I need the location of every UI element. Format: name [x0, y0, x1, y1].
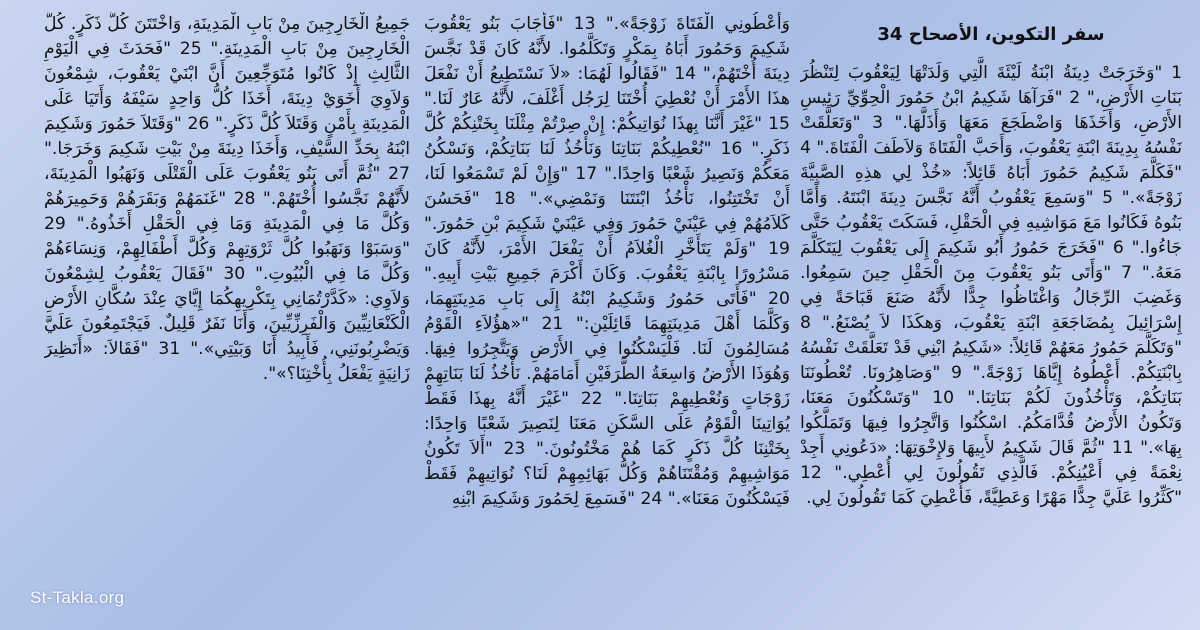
verses-12-24: وَأَعْطُونِي الْفَتَاةَ زَوْجَةً»." 13 "فَأَجَابَ بَنُو يَعْقُوبَ شَكِيمَ وَحَمُورَ أَبَاهُ بِمَكْرٍ وَتَكَلَّمُوا. لأَنَّهُ كَانَ قَدْ نَجَّسَ دِينَةَ أُخْتَهُمْ،" 14 "فَقَالُوا لَهُمَا: «لاَ نَسْتَطِيعُ أَنْ نَفْعَلَ هذَا الأَمْرَ أَنْ نُعْطِيَ أُخْتَنَا لِرَجُل أَغْلَفَ، لأَنَّهُ عَارٌ لَنَا." 15 "غَيْرَ أَنَّنَا بِهذَا نُوَاتِيكُمْ: إِنْ صِرْتُمْ مِثْلَنَا بِخَتْنِكُمْ كُلَّ ذَكَرٍ." 16 "نُعْطِيكُمْ بَنَاتِنَا وَنَأْخُذُ لَنَا بَنَاتِكُمْ، وَنَسْكُنُ مَعَكُمْ وَنَصِيرُ شَعْبًا وَاحِدًا." 17 "وَإِنْ لَمْ تَسْمَعُوا لَنَا، أَنْ تَخْتَتِنُوا، نَأْخُذُ ابْنَتَنَا وَنَمْضِي»." 18 "فَحَسُنَ كَلاَمُهُمْ فِي عَيْنَيْ حَمُورَ وَفِي عَيْنَيْ شَكِيمَ بْنِ حَمُورَ." 19 "وَلَمْ يَتَأَخَّرِ الْغُلاَمُ أَنْ يَفْعَلَ الأَمْرَ، لأَنَّهُ كَانَ مَسْرُورًا بِابْنَةِ يَعْقُوبَ. وَكَانَ أَكْرَمَ جَمِيعِ بَيْتِ أَبِيهِ." 20 "فَأَتَى حَمُورُ وَشَكِيمُ ابْنُهُ إِلَى بَابِ مَدِينَتِهِمَا، وَكَلَّمَا أَهْلَ مَدِينَتِهِمَا قَائِلَيْنِ:" 21 "«هؤُلاَءِ الْقَوْمُ مُسَالِمُونَ لَنَا. فَلْيَسْكُنُوا فِي الأَرْضِ وَيَتَّجِرُوا فِيهَا. وَهُوَذَا الأَرْضُ وَاسِعَةُ الطَّرَفَيْنِ أَمَامَهُمْ. نَأْخُذُ لَنَا بَنَاتِهِمْ زَوْجَاتٍ وَنُعْطِيهِمْ بَنَاتِنَا." 22 "غَيْرَ أَنَّهُ بِهذَا فَقَطْ يُوَاتِينَا الْقَوْمُ عَلَى السَّكَنِ مَعَنَا لِنَصِيرَ شَعْبًا وَاحِدًا: بِخَتْنِنَا كُلَّ ذَكَرٍ كَمَا هُمْ مَخْتُونُونَ." 23 "أَلاَ تَكُونُ مَوَاشِيهِمْ وَمُقْتَنَاهُمْ وَكُلُّ بَهَائِمِهِمْ لَنَا؟ نُوَاتِيهِمْ فَقَطْ فَيَسْكُنُونَ مَعَنَا»." 24 "فَسَمِعَ لِحَمُورَ وَشَكِيمَ ابْنِهِ — [424, 14, 790, 509]
verses-1-12: 1 "وَخَرَجَتْ دِينَةُ ابْنَةُ لَيْئَةَ الَّتِي وَلَدَتْهَا لِيَعْقُوبَ لِتَنْظُرَ بَنَاتِ الأَرْضِ،" 2 "فَرَآهَا شَكِيمُ ابْنُ حَمُورَ الْحِوِّيِّ رَئِيسِ الأَرْضِ، وَأَخَذَهَا وَاضْطَجَعَ مَعَهَا وَأَذَلَّهَا." 3 "وَتَعَلَّقَتْ نَفْسُهُ بِدِينَةَ ابْنَةِ يَعْقُوبَ، وَأَحَبَّ الْفَتَاةَ وَلاَطَفَ الْفَتَاةَ." 4 "فَكَلَّمَ شَكِيمُ حَمُورَ أَبَاهُ قَائِلاً: «خُذْ لِي هذِهِ الصَّبِيَّةَ زَوْجَةً»." 5 "وَسَمِعَ يَعْقُوبُ أَنَّهُ نَجَّسَ دِينَةَ ابْنَتَهُ. وَأَمَّا بَنُوهُ فَكَانُوا مَعَ مَوَاشِيهِ فِي الْحَقْلِ، فَسَكَتَ يَعْقُوبُ حَتَّى جَاءُوا." 6 "فَخَرَجَ حَمُورُ أَبُو شَكِيمَ إِلَى يَعْقُوبَ لِيَتَكَلَّمَ مَعَهُ." 7 "وَأَتَى بَنُو يَعْقُوبَ مِنَ الْحَقْلِ حِينَ سَمِعُوا. وَغَضِبَ الرِّجَالُ وَاغْتَاظُوا جِدًّا لأَنَّهُ صَنَعَ قَبَاحَةً فِي إِسْرَائِيلَ بِمُضَاجَعَةِ ابْنَةِ يَعْقُوبَ، وَهكَذَا لاَ يُصْنَعُ." 8 "وَتَكَلَّمَ حَمُورُ مَعَهُمْ قَائِلاً: «شَكِيمُ ابْنِي قَدْ تَعَلَّقَتْ نَفْسُهُ بِابْنَتِكُمْ. أَعْطُوهُ إِيَّاهَا زَوْجَةً." 9 "وَصَاهِرُونَا. تُعْطُونَنَا بَنَاتِكُمْ، وَتَأْخُذُونَ لَكُمْ بَنَاتِنَا." 10 "وَتَسْكُنُونَ مَعَنَا، وَتَكُونُ الأَرْضُ قُدَّامَكُمُ. اسْكُنُوا وَاتَّجِرُوا فِيهَا وَتَمَلَّكُوا بِهَا»." 11 "ثُمَّ قَالَ شَكِيمُ لأَبِيهَا وَلإِخْوَتِهَا: «دَعُونِي أَجِدْ نِعْمَةً فِي أَعْيُنِكُمْ. فَالَّذِي تَقُولُونَ لِي أُعْطِي." 12 "كَثِّرُوا عَلَيَّ جِدًّا مَهْرًا وَعَطِيَّةً، فَأُعْطِيَ كَمَا تَقُولُونَ لِي. — [800, 63, 1182, 508]
column-middle-text — [424, 12, 790, 512]
column-right — [800, 12, 1182, 618]
site-watermark: St-Takla.org — [30, 588, 125, 607]
column-right-text — [800, 61, 1182, 511]
column-middle — [424, 12, 790, 618]
column-left — [44, 12, 410, 618]
chapter-title: سفر التكوين، الأصحاح 34 — [877, 24, 1105, 45]
verses-24-31: جَمِيعُ الْخَارِجِينَ مِنْ بَابِ الْمَدِينَةِ، وَاخْتَتَنَ كُلُّ ذَكَرٍ. كُلُّ الْخَارِجِينَ مِنْ بَابِ الْمَدِينَةِ." 25 "فَحَدَثَ فِي الْيَوْمِ الثَّالِثِ إِذْ كَانُوا مُتَوَجِّعِينَ أَنَّ ابْنَيْ يَعْقُوبَ، شِمْعُونَ وَلاَوِيَ أَخَوَيْ دِينَةَ، أَخَذَا كُلُّ وَاحِدٍ سَيْفَهُ وَأَتَيَا عَلَى الْمَدِينَةِ بِأَمْنٍ وَقَتَلاَ كُلَّ ذَكَرٍ." 26 "وَقَتَلاَ حَمُورَ وَشَكِيمَ ابْنَهُ بِحَدِّ السَّيْفِ، وَأَخَذَا دِينَةَ مِنْ بَيْتِ شَكِيمَ وَخَرَجَا." 27 "ثُمَّ أَتَى بَنُو يَعْقُوبَ عَلَى الْقَتْلَى وَنَهَبُوا الْمَدِينَةَ، لأَنَّهُمْ نَجَّسُوا أُخْتَهُمْ." 28 "غَنَمَهُمْ وَبَقَرَهُمْ وَحَمِيرَهُمْ وَكُلَّ مَا فِي الْمَدِينَةِ وَمَا فِي الْحَقْلِ أَخَذُوهُ." 29 "وَسَبَوْا وَنَهَبُوا كُلَّ ثَرْوَتِهِمْ وَكُلَّ أَطْفَالِهِمْ، وَنِسَاءَهُمْ وَكُلَّ مَا فِي الْبُيُوتِ." 30 "فَقَالَ يَعْقُوبُ لِشِمْعُونَ وَلاَوِي: «كَدَّرْتُمَانِي بِتَكْرِيهِكُمَا إِيَّايَ عِنْدَ سُكَّانِ الأَرْضِ الْكَنْعَانِيِّينَ وَالْفَرِزِّيِّينَ، وَأَنَا نَفَرٌ قَلِيلٌ. فَيَجْتَمِعُونَ عَلَيَّ وَيَضْرِبُونَنِي، فَأَبِيدُ أَنَا وَبَيْتِي»." 31 "فَقَالاَ: «أَنَظِيرَ زَانِيَةٍ يَفْعَلُ بِأُخْتِنَا؟»". — [44, 14, 410, 384]
column-left-text — [44, 12, 410, 387]
